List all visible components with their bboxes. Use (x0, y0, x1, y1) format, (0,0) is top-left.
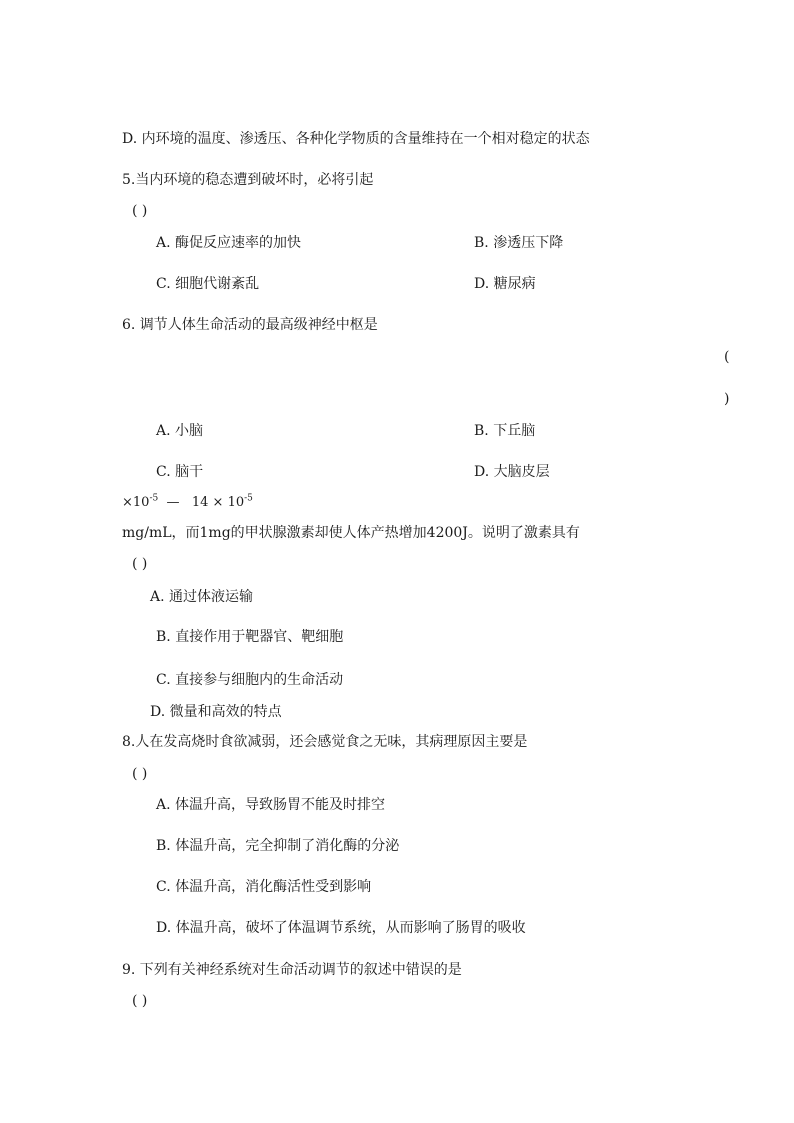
q5-option-a: A. 酶促反应速率的加快 (156, 235, 302, 251)
q7-stem: mg/mL，而1mg的甲状腺激素却使人体产热增加4200J。说明了激素具有 (122, 525, 580, 541)
q6-paren-close: ) (724, 391, 730, 407)
q7-option-a: A. 通过体液运输 (150, 589, 254, 605)
q6-option-b: B. 下丘脑 (474, 423, 536, 439)
q7-answer-paren: ( ) (132, 556, 148, 572)
q6-option-c: C. 脑干 (156, 464, 204, 480)
q5-answer-paren: ( ) (132, 203, 148, 219)
q7-option-d: D. 微量和高效的特点 (150, 704, 282, 720)
q8-option-d: D. 体温升高，破坏了体温调节系统，从而影响了肠胃的吸收 (156, 920, 526, 936)
q7-option-b: B. 直接作用于靶器官、靶细胞 (156, 629, 344, 645)
q8-stem: 8.人在发高烧时食欲减弱，还会感觉食之无味，其病理原因主要是 (122, 734, 528, 750)
q5-option-c: C. 细胞代谢紊乱 (156, 276, 260, 292)
q8-option-c: C. 体温升高，消化酶活性受到影响 (156, 879, 372, 895)
q9-stem: 9. 下列有关神经系统对生命活动调节的叙述中错误的是 (122, 962, 462, 978)
q6-stem: 6. 调节人体生命活动的最高级神经中枢是 (122, 317, 378, 333)
q6-paren-open: ( (724, 349, 730, 365)
q5-stem: 5.当内环境的稳态遭到破坏时，必将引起 (122, 172, 374, 188)
q6-option-d: D. 大脑皮层 (474, 464, 550, 480)
q4-option-d: D. 内环境的温度、渗透压、各种化学物质的含量维持在一个相对稳定的状态 (122, 131, 590, 147)
q9-answer-paren: ( ) (132, 993, 148, 1009)
q5-option-d: D. 糖尿病 (474, 276, 536, 292)
q7-stem-fragment: $\times 10^{-5}$ — $14 \times 10^{-5}$ (122, 493, 253, 510)
q5-option-b: B. 渗透压下降 (474, 235, 564, 251)
q8-option-a: A. 体温升高，导致肠胃不能及时排空 (156, 797, 386, 813)
q7-option-c: C. 直接参与细胞内的生命活动 (156, 672, 344, 688)
q8-answer-paren: ( ) (132, 766, 148, 782)
q8-option-b: B. 体温升高，完全抑制了消化酶的分泌 (156, 838, 400, 854)
q6-option-a: A. 小脑 (156, 423, 204, 439)
